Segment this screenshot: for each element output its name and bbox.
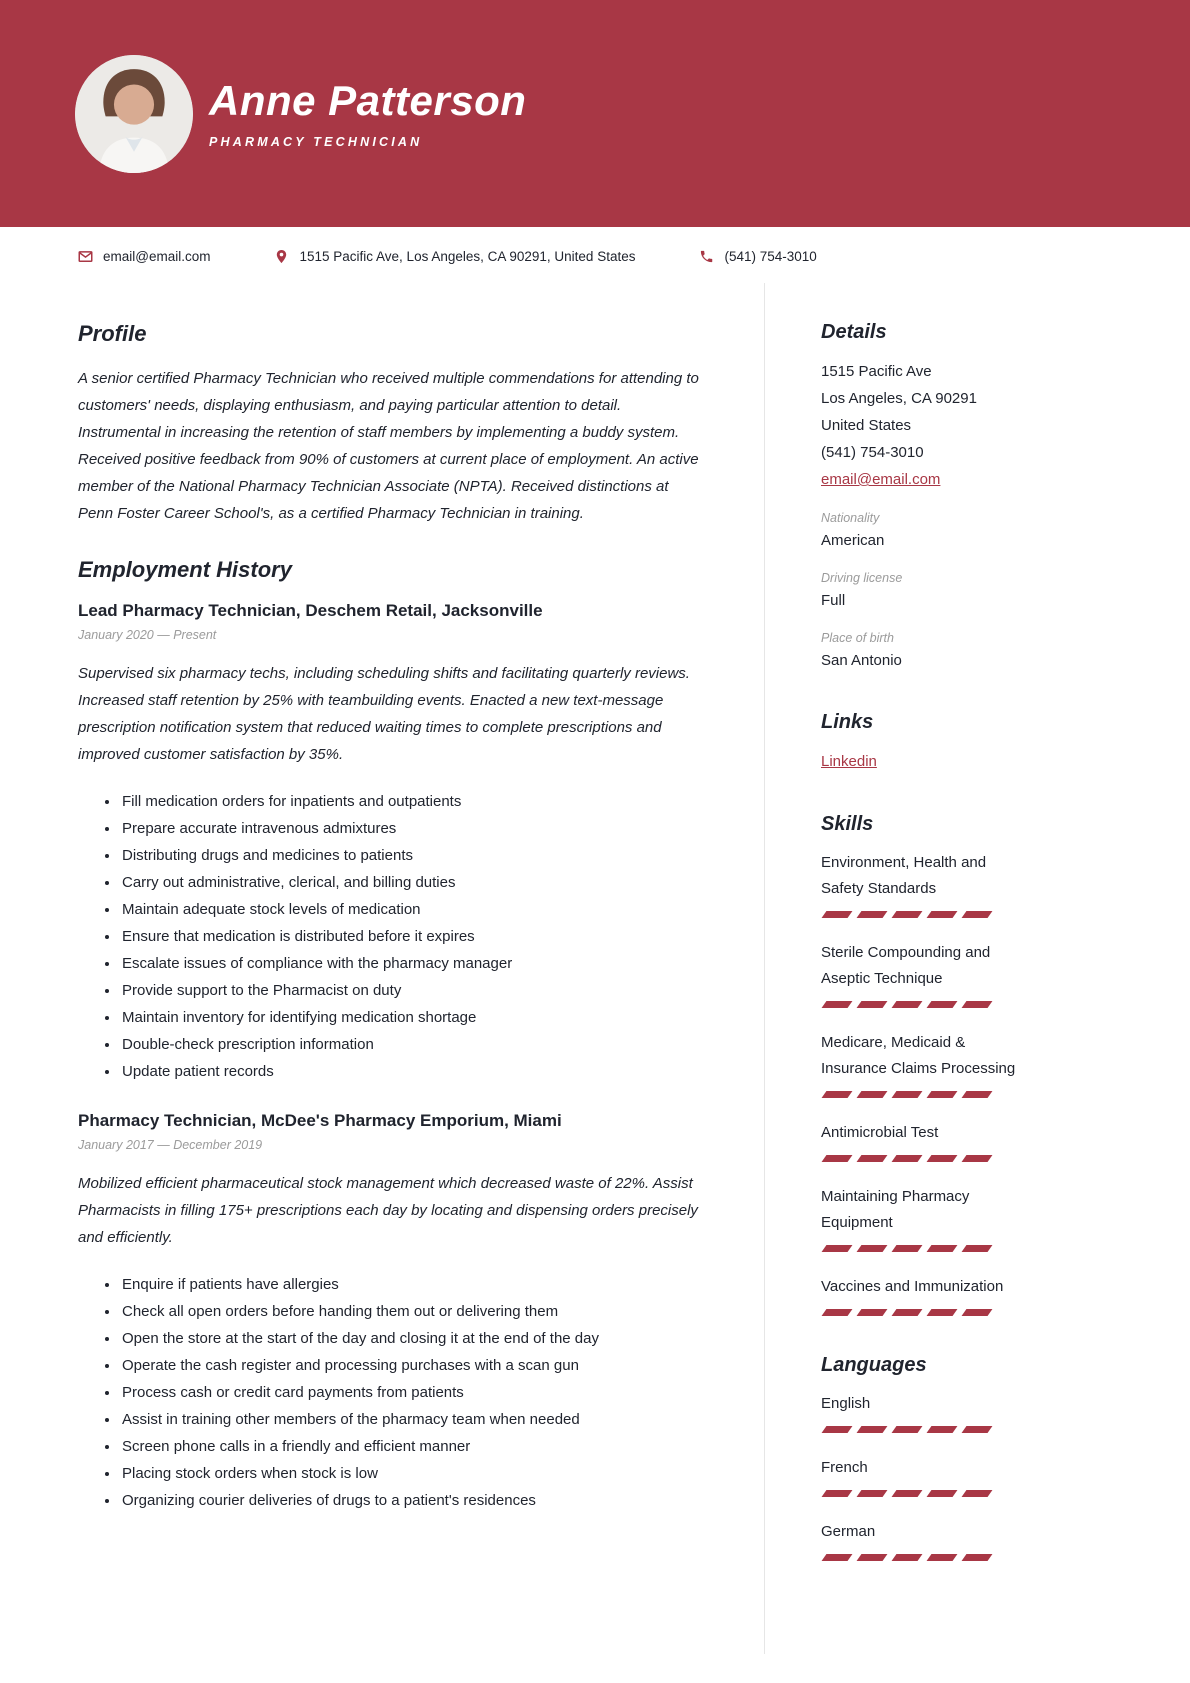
level-segment: [892, 911, 923, 918]
level-segment: [857, 1091, 888, 1098]
job-bullet: • Carry out administrative, clerical, and billing duties: [120, 869, 707, 896]
level-segment: [962, 1309, 993, 1316]
skill-level-bar: [821, 1091, 1032, 1098]
skill-name: Vaccines and Immunization: [821, 1278, 1004, 1295]
skills-section: [821, 813, 1032, 1316]
skill-item: [821, 850, 1032, 918]
level-segment: [857, 1155, 888, 1162]
languages-section: [821, 1354, 1032, 1561]
job-bullet: • Maintain inventory for identifying medication shortage: [120, 1004, 707, 1031]
level-segment: [822, 911, 853, 918]
level-segment: [927, 1155, 958, 1162]
level-segment: [822, 1245, 853, 1252]
skill-level-bar: [821, 911, 1032, 918]
profile-text: A senior certified Pharmacy Technician who received multiple commendations for attending to customers' needs, displaying enthusiasm, and paying particular attention to detail. Instrumental in increasing the retention of staff members by implementing a buddy system. Received positive feedback from 90% of customers at current place of employment. An active member of the National Pharmacy Technician Associate (NPTA). Received distinctions at Penn Foster Career School's, as a certified Pharmacy Technician in training.: [78, 370, 699, 522]
level-segment: [892, 1554, 923, 1561]
employment-heading: Employment History: [78, 557, 292, 582]
level-segment: [927, 1309, 958, 1316]
languages-heading: Languages: [821, 1354, 927, 1376]
header-text: [209, 78, 526, 149]
candidate-job-title: PHARMACY TECHNICIAN: [209, 135, 423, 150]
skill-name: Environment, Health and Safety Standards: [821, 854, 987, 897]
details-heading: Details: [821, 321, 887, 343]
job-title: Lead Pharmacy Technician, Deschem Retail, Jacksonville: [78, 601, 543, 620]
level-segment: [962, 1426, 993, 1433]
details-email-link[interactable]: email@email.com: [821, 471, 941, 488]
envelope-icon: [78, 249, 93, 264]
job-bullet: • Maintain adequate stock levels of medication: [120, 896, 707, 923]
level-segment: [892, 1426, 923, 1433]
job-bullet: • Enquire if patients have allergies: [120, 1271, 707, 1298]
detail-field-value: San Antonio: [821, 652, 902, 669]
level-segment: [857, 1309, 888, 1316]
job-bullet: • Operate the cash register and processing purchases with a scan gun: [120, 1352, 707, 1379]
level-segment: [962, 1245, 993, 1252]
level-segment: [857, 911, 888, 918]
job-dates: January 2020 — Present: [78, 628, 217, 642]
job-entry: [78, 601, 707, 1085]
level-segment: [892, 1091, 923, 1098]
level-segment: [857, 1554, 888, 1561]
level-segment: [962, 1155, 993, 1162]
contact-email-text: email@email.com: [103, 249, 211, 264]
level-segment: [857, 1245, 888, 1252]
job-bullet: • Open the store at the start of the day and closing it at the end of the day: [120, 1325, 707, 1352]
profile-photo: [75, 55, 193, 173]
details-phone: (541) 754-3010: [821, 444, 924, 461]
job-title: Pharmacy Technician, McDee's Pharmacy Emporium, Miami: [78, 1111, 562, 1130]
job-bullet: • Prepare accurate intravenous admixtures: [120, 815, 707, 842]
skill-item: [821, 1030, 1032, 1098]
phone-icon: [699, 249, 714, 264]
level-segment: [892, 1245, 923, 1252]
language-item: [821, 1519, 1032, 1561]
level-segment: [927, 1001, 958, 1008]
skill-item: [821, 1120, 1032, 1162]
level-segment: [927, 1554, 958, 1561]
contact-phone-text: (541) 754-3010: [724, 249, 817, 264]
map-pin-icon: [274, 249, 289, 264]
job-bullet: • Double-check prescription information: [120, 1031, 707, 1058]
job-bullet: • Organizing courier deliveries of drugs to a patient's residences: [120, 1487, 707, 1514]
linkedin-link[interactable]: Linkedin: [821, 753, 877, 770]
job-bullet: • Ensure that medication is distributed before it expires: [120, 923, 707, 950]
level-segment: [857, 1001, 888, 1008]
job-bullet: • Assist in training other members of the pharmacy team when needed: [120, 1406, 707, 1433]
contact-address-text: 1515 Pacific Ave, Los Angeles, CA 90291, United States: [299, 249, 636, 264]
job-bullet: • Update patient records: [120, 1058, 707, 1085]
level-segment: [822, 1001, 853, 1008]
job-bullet: • Distributing drugs and medicines to patients: [120, 842, 707, 869]
job-bullet: • Process cash or credit card payments from patients: [120, 1379, 707, 1406]
profile-heading: Profile: [78, 321, 147, 346]
detail-field-label: Driving license: [821, 571, 903, 585]
main-column: [0, 283, 764, 1654]
job-bullet-list: [78, 1271, 707, 1514]
level-segment: [962, 1091, 993, 1098]
level-segment: [927, 1245, 958, 1252]
job-bullet: • Placing stock orders when stock is low: [120, 1460, 707, 1487]
skill-level-bar: [821, 1245, 1032, 1252]
contact-bar: [0, 227, 1190, 283]
detail-field-value: American: [821, 532, 885, 549]
job-bullet: • Provide support to the Pharmacist on duty: [120, 977, 707, 1004]
person-photo-placeholder: [75, 55, 193, 173]
job-bullet: • Fill medication orders for inpatients and outpatients: [120, 788, 707, 815]
contact-address: [274, 249, 635, 264]
job-bullet-list: [78, 788, 707, 1085]
level-segment: [857, 1426, 888, 1433]
level-segment: [892, 1155, 923, 1162]
level-segment: [927, 1091, 958, 1098]
candidate-name: Anne Patterson: [209, 76, 527, 124]
skill-item: [821, 940, 1032, 1008]
language-name: French: [821, 1459, 868, 1476]
level-segment: [822, 1309, 853, 1316]
job-bullet: • Check all open orders before handing them out or delivering them: [120, 1298, 707, 1325]
language-name: German: [821, 1523, 876, 1540]
header: [0, 0, 1190, 227]
language-level-bar: [821, 1426, 1032, 1433]
skill-name: Maintaining Pharmacy Equipment: [821, 1188, 970, 1231]
job-summary: Mobilized efficient pharmaceutical stock management which decreased waste of 22%. Assist Pharmacists in filling 175+ prescriptions each day by locating and dispensing orders precisely and efficiently.: [78, 1175, 698, 1246]
skill-level-bar: [821, 1309, 1032, 1316]
skill-level-bar: [821, 1155, 1032, 1162]
job-dates: January 2017 — December 2019: [78, 1138, 263, 1152]
level-segment: [962, 911, 993, 918]
details-address-line1: 1515 Pacific Ave: [821, 363, 932, 380]
level-segment: [857, 1490, 888, 1497]
skill-name: Sterile Compounding and Aseptic Technique: [821, 944, 991, 987]
language-item: [821, 1455, 1032, 1497]
sidebar: [764, 283, 1190, 1654]
level-segment: [962, 1554, 993, 1561]
skill-item: [821, 1184, 1032, 1252]
job-entry: [78, 1111, 707, 1514]
level-segment: [927, 1426, 958, 1433]
level-segment: [822, 1155, 853, 1162]
job-bullet: • Screen phone calls in a friendly and efficient manner: [120, 1433, 707, 1460]
language-level-bar: [821, 1554, 1032, 1561]
level-segment: [892, 1001, 923, 1008]
contact-phone: [699, 249, 816, 264]
contact-email: [78, 249, 210, 264]
links-section: [821, 711, 1032, 775]
detail-field-label: Place of birth: [821, 631, 894, 645]
details-address-line2: Los Angeles, CA 90291: [821, 390, 977, 407]
job-bullet: • Escalate issues of compliance with the pharmacy manager: [120, 950, 707, 977]
skill-item: [821, 1274, 1032, 1316]
level-segment: [822, 1490, 853, 1497]
content: [0, 283, 1190, 1654]
level-segment: [962, 1490, 993, 1497]
language-item: [821, 1391, 1032, 1433]
level-segment: [927, 1490, 958, 1497]
level-segment: [892, 1309, 923, 1316]
level-segment: [822, 1091, 853, 1098]
level-segment: [892, 1490, 923, 1497]
skill-name: Antimicrobial Test: [821, 1124, 939, 1141]
skills-heading: Skills: [821, 813, 874, 835]
details-address-line3: United States: [821, 417, 912, 434]
job-summary: Supervised six pharmacy techs, including scheduling shifts and facilitating quarterly reviews. Increased staff retention by 25% with teambuilding events. Enacted a new text-message prescription notification system that reduced waiting times to complete prescriptions and improved customer satisfaction by 35%.: [78, 665, 690, 763]
skill-level-bar: [821, 1001, 1032, 1008]
skill-name: Medicare, Medicaid & Insurance Claims Processing: [821, 1034, 1016, 1077]
level-segment: [822, 1426, 853, 1433]
detail-field-value: Full: [821, 592, 846, 609]
level-segment: [962, 1001, 993, 1008]
language-name: English: [821, 1395, 871, 1412]
level-segment: [927, 911, 958, 918]
level-segment: [822, 1554, 853, 1561]
links-heading: Links: [821, 711, 874, 733]
detail-field-label: Nationality: [821, 511, 880, 525]
language-level-bar: [821, 1490, 1032, 1497]
